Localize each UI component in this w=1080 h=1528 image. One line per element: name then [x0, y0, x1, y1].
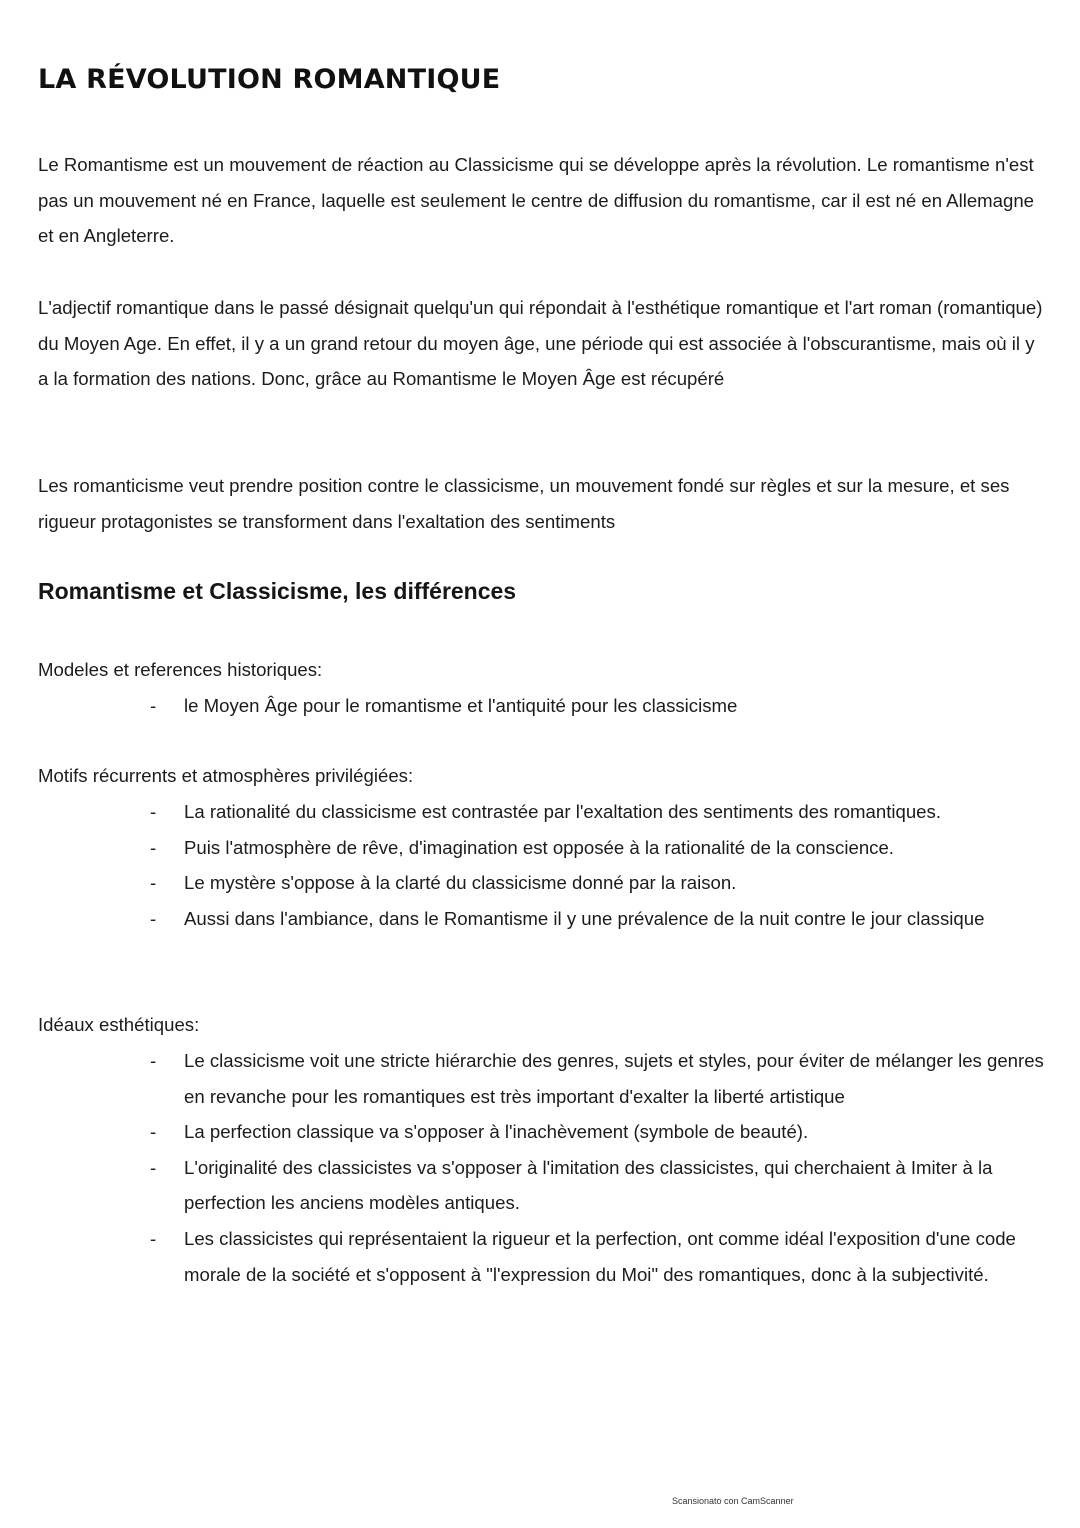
list-item — [0, 1043, 1054, 1114]
page-title: LA RÉVOLUTION ROMANTIQUE — [38, 64, 501, 95]
intro-paragraph-2: L'adjectif romantique dans le passé désignait quelqu'un qui répondait à l'esthétique romantique et l'art roman (romantique) du Moyen Age. En effet, il y a un grand retour du moyen âge, une période qui est associée à l'obscurantisme, mais où il y a la formation des nations. Donc, grâce au Romantisme le Moyen Âge est récupéré — [38, 297, 1043, 390]
bullet-list-models — [0, 688, 1080, 724]
group-label-ideals: Idéaux esthétiques: — [38, 1014, 200, 1035]
group-label-motifs: Motifs récurrents et atmosphères privilégiées: — [38, 765, 414, 786]
list-item — [0, 901, 1054, 937]
intro-paragraph-3: Les romanticisme veut prendre position contre le classicisme, un mouvement fondé sur règles et sur la mesure, et ses rigueur protagonistes se transforment dans l'exaltation des sentiments — [38, 475, 1010, 532]
list-item — [0, 865, 1054, 901]
list-item-text: Le classicisme voit une stricte hiérarchie des genres, sujets et styles, pour éviter de mélanger les genres en revanche pour les romantiques est très important d'exalter la liberté artistique — [184, 1050, 1044, 1107]
list-item — [0, 1221, 1054, 1292]
list-item — [0, 1114, 1054, 1150]
bullet-dash: - — [150, 1121, 157, 1143]
section-heading-differences: Romantisme et Classicisme, les différences — [38, 578, 517, 604]
group-label-models: Modeles et references historiques: — [38, 659, 323, 680]
bullet-dash: - — [150, 695, 157, 716]
list-item — [0, 794, 1054, 830]
bullet-dash: - — [150, 1156, 157, 1178]
list-item-text: La perfection classique va s'opposer à l'inachèvement (symbole de beauté). — [184, 1121, 809, 1143]
bullet-dash: - — [150, 907, 157, 929]
bullet-dash: - — [150, 836, 157, 858]
bullet-dash: - — [150, 1227, 157, 1249]
intro-paragraph-1: Le Romantisme est un mouvement de réaction au Classicisme qui se développe après la révolution. Le romantisme n'est pas un mouvement né en France, laquelle est seulement le centre de diffusion du romantisme, car il est né en Allemagne et en Angleterre. — [38, 154, 1035, 247]
bullet-dash: - — [150, 1050, 157, 1071]
list-item — [0, 1150, 1054, 1221]
list-item-text: La rationalité du classicisme est contrastée par l'exaltation des sentiments des romantiques. — [184, 801, 941, 822]
bullet-dash: - — [150, 801, 157, 822]
list-item-text: Aussi dans l'ambiance, dans le Romantisme il y une prévalence de la nuit contre le jour classique — [184, 907, 985, 929]
list-item-text: L'originalité des classicistes va s'opposer à l'imitation des classicistes, qui cherchaient à Imiter à la perfection les anciens modèles antiques. — [184, 1156, 993, 1214]
list-item-text: Les classicistes qui représentaient la rigueur et la perfection, ont comme idéal l'exposition d'une code morale de la société et s'opposent à "l'expression du Moi" des romantiques, donc à la subjectivité. — [184, 1227, 1016, 1285]
bullet-list-ideals — [0, 1043, 1080, 1292]
scanner-watermark: Scansionato con CamScanner — [672, 1496, 794, 1506]
bullet-list-motifs — [0, 794, 1080, 936]
list-item — [0, 688, 1054, 724]
list-item — [0, 830, 1054, 866]
list-item-text: Puis l'atmosphère de rêve, d'imagination est opposée à la rationalité de la conscience. — [184, 836, 894, 858]
bullet-dash: - — [150, 872, 157, 894]
list-item-text: le Moyen Âge pour le romantisme et l'antiquité pour les classicisme — [184, 695, 738, 716]
list-item-text: Le mystère s'oppose à la clarté du classicisme donné par la raison. — [184, 872, 737, 894]
